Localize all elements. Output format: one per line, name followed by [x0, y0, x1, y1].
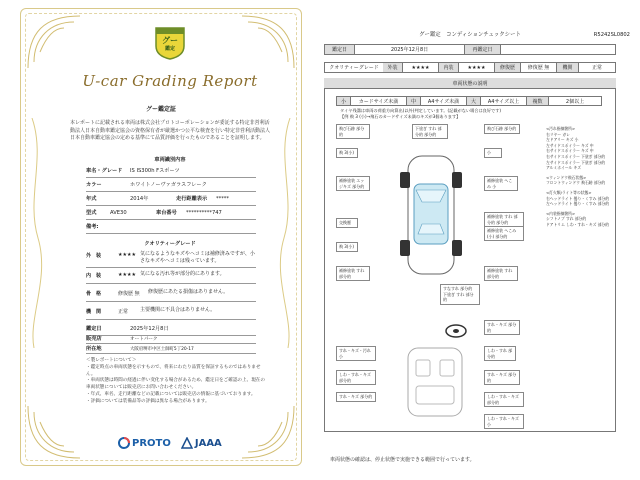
defect-list-item: 右サイドスポイラー キズ 中 [546, 148, 594, 154]
interior-label: 内装 [439, 63, 459, 72]
grade-frame-label: 骨 格 [86, 291, 102, 297]
condition-box: すれ・キズ・汚れ 小 [336, 346, 376, 361]
condition-box: 補修塗装 エッジキズ 部分的 [336, 176, 370, 191]
vehicle-name-label: 車名・グレード [86, 168, 123, 174]
date-label: 鑑定日 [325, 45, 355, 54]
sheet-title: グー鑑定 コンディションチェックシート [419, 32, 521, 38]
repair-value: 修復歴 無 [521, 63, 557, 72]
report-title: U-car Grading Report [82, 72, 258, 90]
quality-table [324, 62, 616, 73]
interior-value: ★★★★ [459, 63, 495, 72]
condition-box: 補修塗装 すれ 部分的 部分的 [484, 212, 524, 227]
condition-box: 補修塗装 すれ 部分的 [484, 266, 518, 281]
certificate-intro: 本レポートに記載される車両は株式会社プロトコーポレーションが委託する特定非営利活動法人日本自動車鑑定協会の資格保有者が厳選かつ公平な検査を行い特定非営利活動法人日本自動車鑑定協会の定める基準にて品質評価を行ったものであることを証明します。 [70, 120, 271, 141]
date-value: 2025年12月8日 [355, 45, 465, 54]
condition-box: 下塗ぎ すれ 部分的 部分的 [412, 124, 448, 139]
vehicle-year-value: 2014年 [130, 196, 149, 202]
car-interior-diagram [400, 344, 470, 420]
condition-box: しわ・すれ・キズ 部分的 [484, 392, 524, 407]
condition-box: 飛び石跡 部分的 [484, 124, 520, 134]
appraisal-date-value: 2025年12月8日 [130, 326, 169, 332]
sheet-code: R5242SL0802 [593, 32, 630, 38]
condition-box: 小 [484, 148, 502, 158]
date-table [324, 44, 616, 55]
reappraisal-label: 再鑑定日 [465, 45, 501, 54]
condition-box: 飛 3(小) [336, 148, 358, 158]
grade-frame-stars: 修復歴 無 [118, 291, 140, 297]
defect-list-item: <灯火類/ライト等の状態> [546, 189, 592, 195]
note-line-3: ・年式、車名、走行距離などの記載については販売店の情報に基づいております。 [86, 391, 256, 397]
grade-row-interior [86, 270, 256, 284]
condition-box: 交換歴 [336, 218, 358, 228]
defect-list-item: 右サイドスポイラー 下塗ぎ 部分的 [546, 153, 606, 159]
condition-box: 飛 3(小) [336, 242, 358, 252]
defect-list-item: <ウィンドウ飛石状態> [546, 174, 587, 180]
condition-box: すれ・キズ 部分的 [484, 320, 520, 335]
vehicle-year-row [86, 192, 256, 206]
grade-frame-desc: 修復歴にあたる損傷はありません。 [148, 289, 229, 295]
vehicle-model-label: 型式 [86, 210, 97, 216]
vehicle-color-row [86, 178, 256, 192]
grade-row-engine [86, 306, 256, 320]
condition-box: 補修塗装 へこみ(小) 部分的 [484, 226, 524, 241]
size-mid-label: 中 [407, 97, 421, 105]
vehicle-color-label: カラー [86, 182, 102, 188]
size-large-label: 大 [467, 97, 481, 105]
exterior-value: ★★★★ [403, 63, 439, 72]
defect-list-item: アルミホイール キズ [546, 165, 582, 171]
quality-section-heading: クオリティーグレード [144, 241, 196, 247]
vehicle-notes-label: 備考: [86, 224, 99, 230]
dealer-row [86, 334, 256, 344]
goo-badge-logo [153, 24, 187, 60]
jaaa-logo [181, 437, 222, 449]
legend-note-1: タイヤ残溝は車両の荷重方向算出(以外)判定しています。(記載がない場合は良好です) [340, 108, 502, 113]
corner-ornament-tr [238, 12, 298, 72]
steering-wheel-icon [444, 323, 468, 339]
condition-box: しわ・すれ 部分的 [484, 346, 516, 361]
note-line-2: ・車両状態は時間の経過に伴い変化する場合があるため、鑑定日をご確認の上、現在の車両状態については販売店にお問い合わせください。 [86, 378, 265, 391]
defect-list-item: シフトノブ すれ 部分的 [546, 216, 587, 222]
chassis-label: 車台番号 [156, 210, 177, 216]
condition-box: しわ・すれ・キズ 小 [484, 414, 524, 429]
sheet-footer: 車両状態の確認は、停止状態で実施できる範囲で行っています。 [330, 457, 475, 463]
condition-box: 補修塗装 すれ 部分的 [336, 266, 370, 281]
grade-interior-desc: 気になる汚れ等が部分的にあります。 [140, 271, 225, 277]
certificate-subtitle: グー鑑定証 [145, 106, 176, 113]
vehicle-section-heading: 車両識別内容 [154, 157, 186, 163]
grade-exterior-desc: 気になるようなキズやヘコミは補修済みですが、小さなキズやヘコミは残っています。 [140, 251, 255, 264]
grade-row-exterior [86, 250, 256, 268]
chassis-value: **********747 [186, 209, 222, 216]
mileage-label: 走行距離表示 [176, 196, 208, 202]
vehicle-color-value: ホワイトノーヴァガラスフレーク [130, 182, 207, 188]
proto-logo [118, 437, 171, 449]
address-value: 大阪府堺市中区土師町5丁20-17 [130, 346, 194, 352]
vehicle-model-value: AVE30 [110, 209, 127, 216]
condition-box: すなすれ 部分的 下塗ぎ すれ 部分的 [440, 284, 480, 305]
side-ornament-left [24, 118, 54, 348]
certificate-notes [86, 358, 266, 406]
badge-sub: 鑑定 [164, 46, 175, 52]
legend-note [340, 108, 602, 120]
note-line-1: ・鑑定時点の車両状態を示すもので、将来にわたり品質を保証するものではありません。 [86, 364, 261, 377]
defect-list-item: 左ヘッドライト 曇り・くすみ 部分的 [546, 201, 610, 207]
grade-exterior-stars: ★★★★ [118, 252, 136, 258]
multi-value: 2個以上 [565, 98, 585, 105]
corner-ornament-tl [24, 12, 84, 72]
logo-strip [118, 436, 238, 450]
dealer-value: オートパーク [130, 336, 158, 342]
defect-list-item: 左ドアリー キズ 小 [546, 137, 579, 143]
jaaa-logo-text: JAAA [194, 437, 222, 449]
vehicle-name-value: IS IS300h Fスポーツ [130, 168, 180, 174]
repair-label: 修復歴 [495, 63, 521, 72]
defect-list-item: フロントウィンドウ 飛石跡 部分的 [546, 180, 606, 186]
grade-engine-label: 機 関 [86, 309, 102, 315]
note-line-4: ・評価については装備品等の評価は異なる場合があります。 [86, 398, 210, 404]
dealer-label: 販売店 [86, 336, 102, 342]
condition-heading-bar [324, 78, 616, 89]
corner-ornament-bl [24, 402, 84, 462]
badge-text: グー [162, 36, 178, 45]
condition-box: 飛び石跡 部分的 [336, 124, 370, 139]
notes-heading: ＜製レポートについて＞ [86, 358, 137, 363]
defect-list-item: 右ヘッドライト 曇り・くすみ 部分的 [546, 195, 610, 201]
vehicle-name-row [86, 164, 256, 178]
grade-row-frame [86, 288, 256, 302]
condition-heading: 車両状態の説明 [324, 78, 616, 88]
reappraisal-value [501, 45, 615, 54]
defect-list-item: 左サイドスポイラー キズ 中 [546, 142, 594, 148]
vehicle-year-label: 年式 [86, 196, 97, 202]
condition-box: すれ・キズ 部分的 [336, 392, 376, 402]
quality-label: クオリティーグレード [329, 65, 379, 71]
size-legend-table [336, 96, 602, 106]
defect-list-item: <汚れ指摘箇所> [546, 126, 576, 131]
address-label: 所在地 [86, 346, 102, 352]
defect-list-item: 右リヤー ガレ [546, 131, 570, 137]
grade-exterior-label: 外 装 [86, 253, 102, 259]
grading-certificate [20, 8, 302, 466]
grade-interior-label: 内 装 [86, 273, 102, 279]
condition-box: 補修塗装 へこみ 小 [484, 176, 518, 191]
defect-list-item: ドアトリム しわ・すれ・キズ 部分的 [546, 221, 609, 227]
corner-ornament-br [238, 402, 298, 462]
grade-interior-stars: ★★★★ [118, 272, 136, 278]
defect-list-item: <内装指摘箇所> [546, 210, 576, 216]
defect-list-item: 左サイドスポイラー 下塗ぎ 部分的 [546, 159, 606, 165]
grade-engine-stars: 正常 [118, 309, 129, 315]
appraisal-date-label: 鑑定日 [86, 326, 102, 332]
exterior-label: 外装 [383, 63, 403, 72]
size-small-label: 小 [337, 97, 351, 105]
mileage-value: ***** [216, 195, 229, 202]
proto-logo-text: PROTO [132, 437, 171, 449]
multi-label: 複数 [527, 97, 549, 105]
proto-mark-icon [118, 437, 130, 449]
grade-engine-desc: 主要機関に不具合はありません。 [140, 307, 216, 313]
engine-value: 正常 [591, 65, 602, 71]
size-small-text: カードサイズ未満 [351, 97, 407, 105]
defect-list [546, 126, 616, 228]
vehicle-model-row [86, 206, 256, 220]
size-large-text: A4サイズ以上 [481, 97, 527, 105]
size-mid-text: A4サイズ未満 [421, 97, 467, 105]
address-row [86, 344, 256, 354]
legend-note-2: 【例 飛 3 (小)→飛石のカードサイズ未満のキズが3個あります】 [340, 114, 461, 119]
side-ornament-right [268, 118, 298, 348]
condition-box: すれ・キズ 部分的 [484, 370, 520, 385]
vehicle-notes-row [86, 220, 256, 234]
car-top-view-diagram [396, 150, 466, 280]
condition-box: しわ・すれ・キズ 部分的 [336, 370, 376, 385]
jaaa-mark-icon [181, 437, 193, 449]
engine-label: 機関 [557, 63, 579, 72]
